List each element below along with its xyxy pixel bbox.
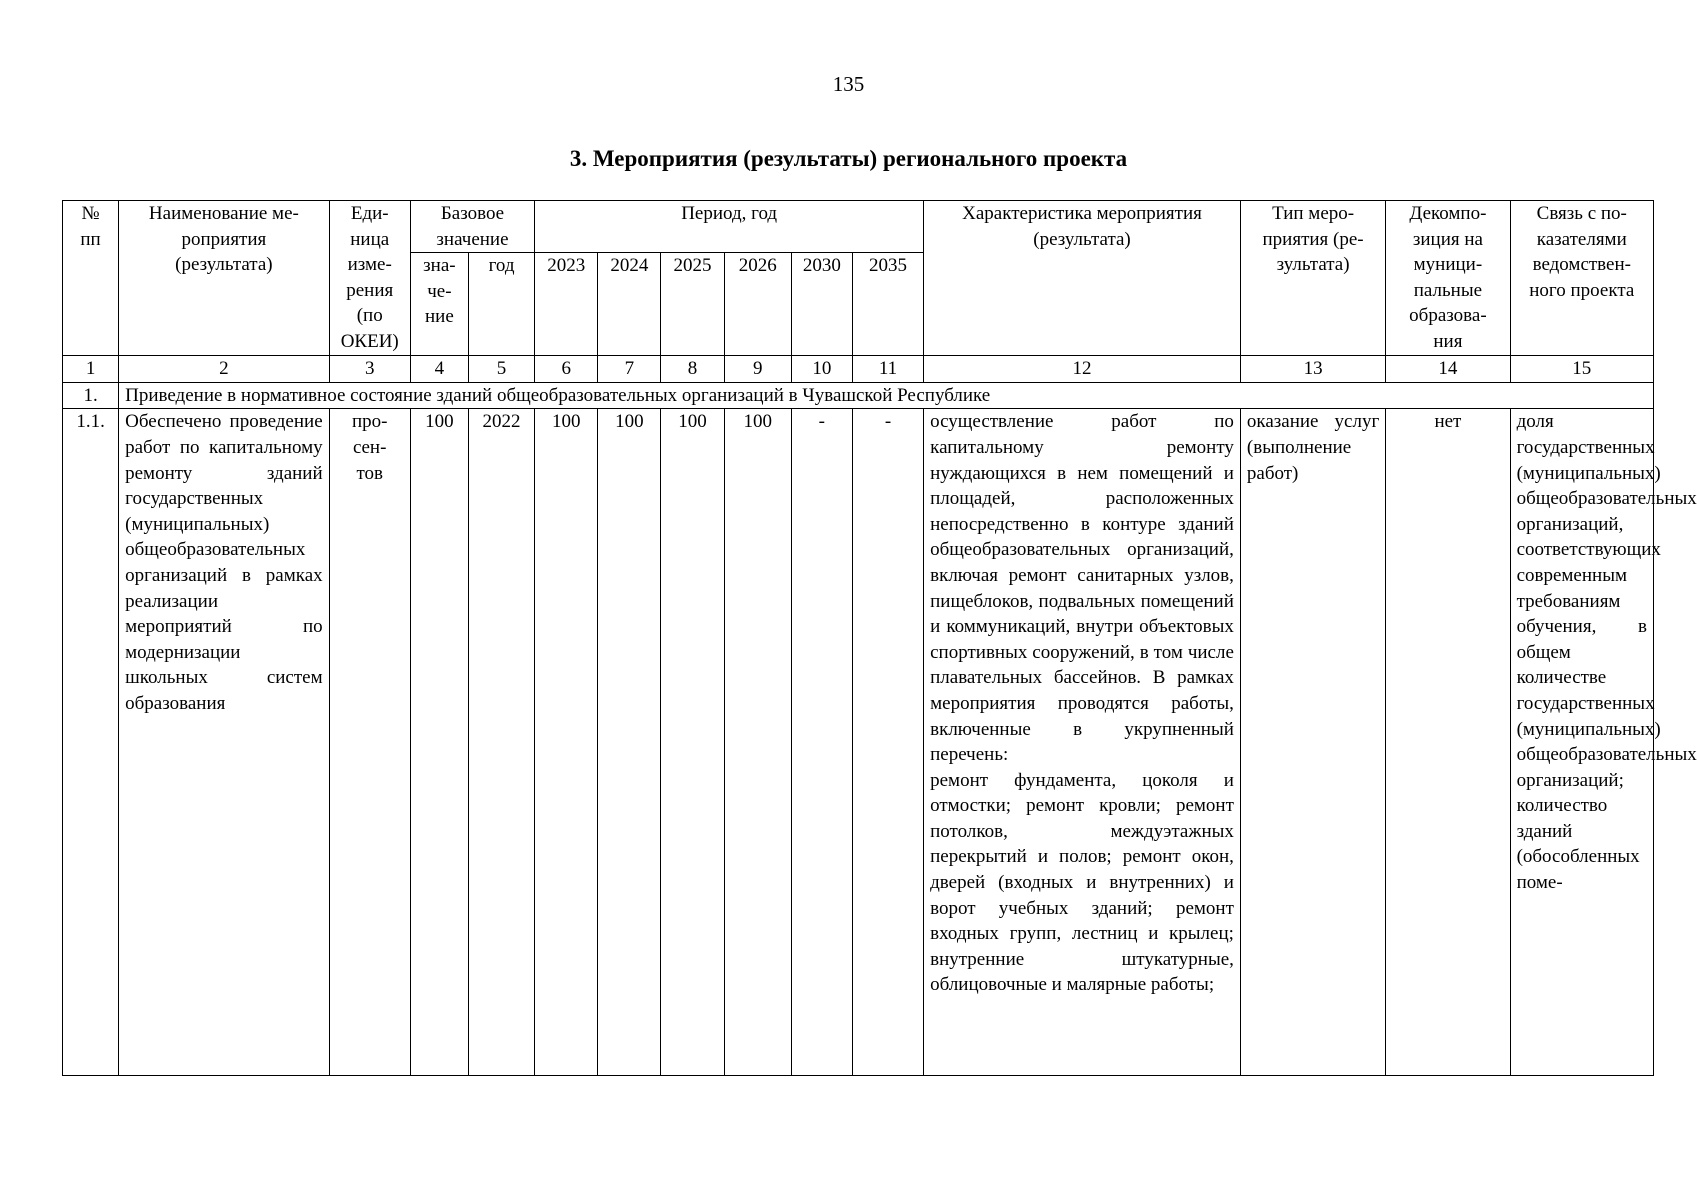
column-number: 13 [1240,356,1385,383]
row-base-year: 2022 [468,409,534,1076]
header-year-2026 [724,253,791,356]
header-type-text: Тип меро- приятия (ре- зультата) [1262,203,1364,276]
column-numbers-row [63,356,1654,383]
header-unit-text: Еди- ница изме- рения (по ОКЕИ) [340,203,399,352]
row-characteristic [924,409,1241,1076]
column-number: 14 [1386,356,1510,383]
header-year-text: 2023 [547,255,586,277]
row-value-2024: 100 [598,409,661,1076]
row-base-value: 100 [410,409,468,1076]
header-base-value-text: зна- че- ние [423,255,456,328]
header-base-year [468,253,534,356]
header-year-text: 2030 [802,255,841,277]
row-value-2030: - [791,409,852,1076]
column-number: 2 [119,356,330,383]
header-year-2030 [791,253,852,356]
header-year-2035 [852,253,923,356]
row-name: Обеспечено проведение работ по капитальному ремонту зданий государственных (муниципальных) общеобразовательных организаций в рамках реализации мероприятий по модернизации школьных систем образования [119,409,330,1076]
page-title: 3. Мероприятия (результаты) регионального проекта [569,146,1128,171]
characteristic-paragraph-1: осуществление работ по капитальному ремонту нуждающихся в нем помещений и площадей, расположенных непосредственно в контуре зданий общеобразовательных организаций, включая ремонт санитарных узлов, пищеблоков, подвальных помещений и коммуникаций, внутри объектовых спортивных сооружений, в том числе плавательных бассейнов. В рамках мероприятия проводятся работы, включенные в укрупненный перечень: [930,411,1234,766]
results-table [62,200,1697,1076]
row-value-2026: 100 [724,409,791,1076]
header-year-2024 [598,253,661,356]
row-value-2035: - [852,409,923,1076]
header-decomposition [1386,201,1510,356]
column-number: 9 [724,356,791,383]
header-year-text: 2024 [610,255,649,277]
header-unit [329,201,410,356]
header-base [410,201,534,253]
row-unit [329,409,410,1076]
column-number: 10 [791,356,852,383]
section-number: 1. [63,382,119,409]
header-year-2023 [535,253,598,356]
header-name [119,201,330,356]
header-decomposition-text: Декомпо- зиция на муници- пальные образова- ния [1409,203,1487,352]
header-type [1240,201,1385,356]
row-value-2025: 100 [661,409,724,1076]
section-title: Приведение в нормативное состояние зданий общеобразовательных организаций в Чувашской Республике [119,382,1654,409]
header-period [535,201,924,253]
row-unit-text: про- cен- тов [351,411,388,484]
row-value-2023: 100 [535,409,598,1076]
header-base-value [410,253,468,356]
header-base-year-text: год [488,255,515,277]
row-type: оказание услуг (выполнение работ) [1240,409,1385,1076]
header-link [1510,201,1653,356]
header-base-text: Базовое значение [436,203,509,250]
column-number: 11 [852,356,923,383]
page-number: 135 [832,72,865,96]
column-number: 3 [329,356,410,383]
column-number: 15 [1510,356,1653,383]
header-link-text: Связь с по- казателями ведомствен- ного проекта [1529,203,1635,301]
header-number-text: № пп [80,203,101,250]
column-number: 7 [598,356,661,383]
column-number: 1 [63,356,119,383]
section-row [63,382,1654,409]
header-characteristic [924,201,1241,356]
row-number: 1.1. [63,409,119,1076]
row-link: доля государственных (муниципальных) общеобразовательных организаций, соответствующих современным требованиям обучения, в общем количестве государственных (муниципальных) общеобразовательных организаций; количество зданий (обособленных поме- [1510,409,1653,1076]
column-number: 5 [468,356,534,383]
table-row [63,409,1654,1076]
column-number: 4 [410,356,468,383]
column-number: 6 [535,356,598,383]
header-year-text: 2035 [869,255,908,277]
header-name-text: Наименование ме- роприятия (результата) [148,203,299,276]
header-period-text: Период, год [681,203,778,224]
header-year-text: 2025 [673,255,712,277]
header-characteristic-text: Характеристика мероприятия (результата) [962,203,1202,250]
column-number: 8 [661,356,724,383]
header-year-2025 [661,253,724,356]
header-year-text: 2026 [738,255,777,277]
characteristic-paragraph-2: ремонт фундамента, цоколя и отмостки; ремонт кровли; ремонт потолков, междуэтажных перекрытий и полов; ремонт окон, дверей (входных и внутренних) и ворот учебных зданий; ремонт входных групп, лестниц и крылец; внутренние штукатурные, облицовочные и малярные работы; [930,769,1234,996]
row-decomposition: нет [1386,409,1510,1076]
header-number [63,201,119,356]
column-number: 12 [924,356,1241,383]
